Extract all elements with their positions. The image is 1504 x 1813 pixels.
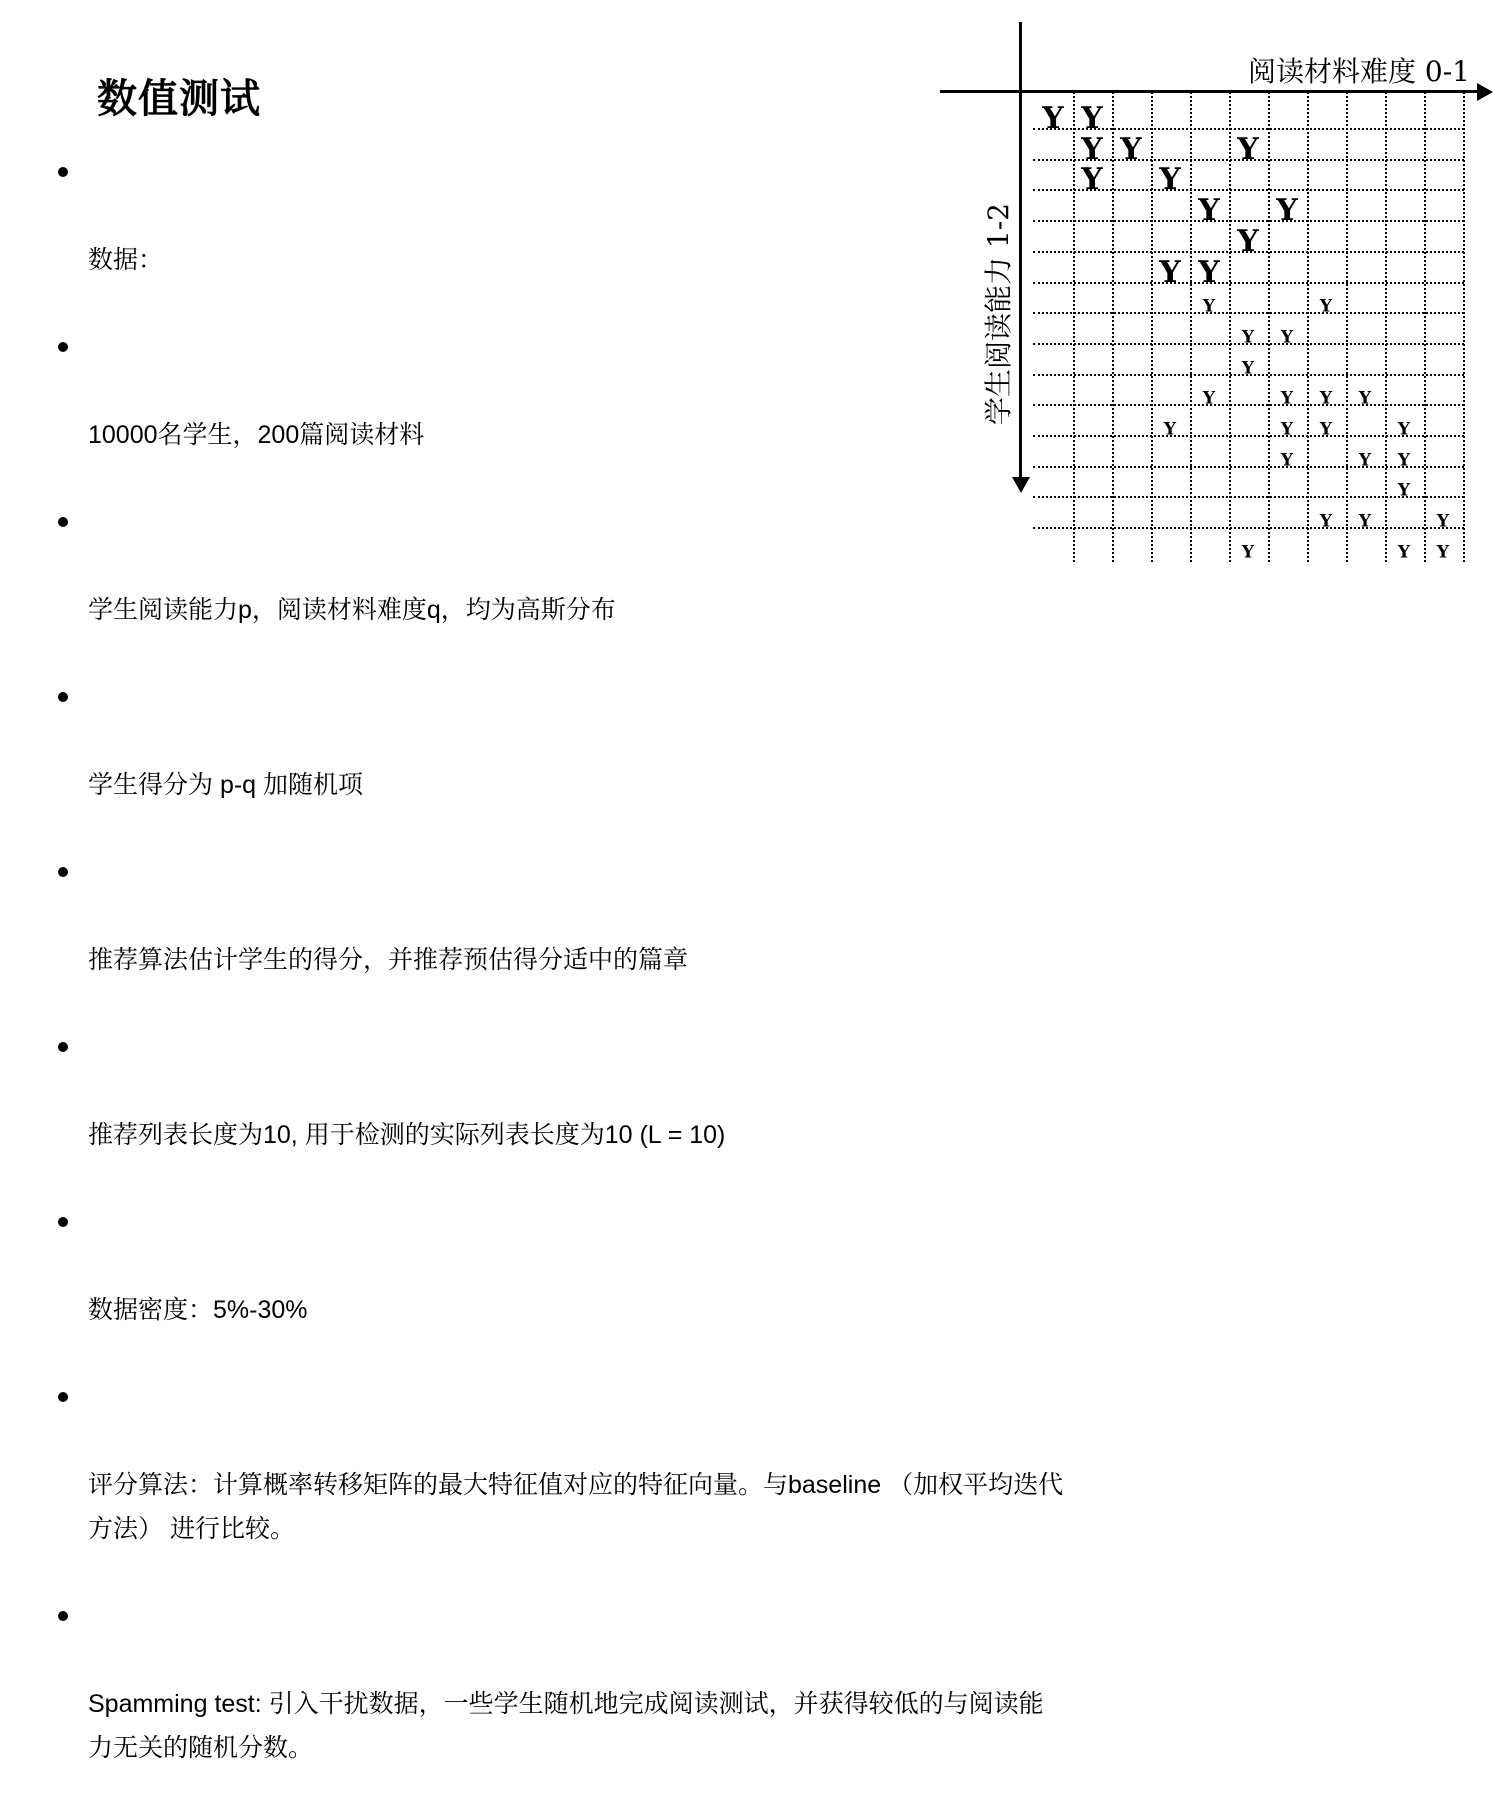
data-point-mark: Y xyxy=(1159,254,1181,290)
grid-line-horizontal xyxy=(1033,282,1464,284)
bullet-text: 数据密度：5%-30% xyxy=(88,1296,308,1324)
grid-line-vertical xyxy=(1385,92,1387,562)
bullet-dot xyxy=(58,517,68,527)
grid-line-vertical xyxy=(1268,92,1270,562)
grid-line-horizontal xyxy=(1033,404,1464,406)
grid-line-vertical xyxy=(1229,92,1231,562)
data-point-mark: Y xyxy=(1198,254,1220,290)
page-title: 数值测试 xyxy=(97,76,261,121)
grid-line-horizontal xyxy=(1033,312,1464,314)
y-axis-line xyxy=(1019,22,1022,478)
data-point-mark: Y xyxy=(1280,419,1294,440)
x-axis-arrow-icon xyxy=(1477,83,1493,101)
bullet-dot xyxy=(58,1042,68,1052)
bullet-item-score xyxy=(56,675,1386,807)
data-point-mark: Y xyxy=(1436,542,1450,563)
data-point-mark: Y xyxy=(1358,511,1372,532)
data-point-mark: Y xyxy=(1397,542,1411,563)
grid-line-vertical xyxy=(1463,92,1465,562)
bullet-dot xyxy=(58,1611,68,1621)
data-point-mark: Y xyxy=(1280,327,1294,348)
bullet-dot xyxy=(58,1217,68,1227)
data-point-mark: Y xyxy=(1198,193,1220,229)
grid-line-vertical xyxy=(1151,92,1153,562)
bullet-text: 评分算法：计算概率转移矩阵的最大特征值对应的特征向量。与baseline （加权平均迭代 方法） 进行比较。 xyxy=(88,1471,1064,1543)
data-point-mark: Y xyxy=(1081,131,1103,167)
x-axis-label: 阅读材料难度 0-1 xyxy=(1248,55,1470,88)
grid-line-vertical xyxy=(1073,92,1075,562)
data-point-mark: Y xyxy=(1276,193,1298,229)
bullet-text: 学生阅读能力p，阅读材料难度q，均为高斯分布 xyxy=(88,596,616,624)
data-point-mark: Y xyxy=(1436,511,1450,532)
data-point-mark: Y xyxy=(1397,419,1411,440)
data-point-mark: Y xyxy=(1241,542,1255,563)
data-point-mark: Y xyxy=(1202,296,1216,317)
bullet-item-list-length xyxy=(56,1025,1386,1157)
data-point-mark: Y xyxy=(1237,131,1259,167)
bullet-text: 10000名学生，200篇阅读材料 xyxy=(88,421,425,449)
data-point-mark: Y xyxy=(1280,450,1294,471)
bullet-text: Spamming test: 引入干扰数据，一些学生随机地完成阅读测试，并获得较低的与阅读能 力无关的随机分数。 xyxy=(88,1690,1044,1762)
data-point-mark: Y xyxy=(1241,357,1255,378)
data-point-mark: Y xyxy=(1042,101,1064,136)
data-point-mark: Y xyxy=(1319,388,1333,409)
grid-line-horizontal xyxy=(1033,527,1464,529)
bullet-item-scoring-algo xyxy=(56,1375,1386,1551)
data-point-mark: Y xyxy=(1397,450,1411,471)
bullet-item-spamming-test xyxy=(56,1594,1386,1770)
data-point-mark: Y xyxy=(1163,419,1177,440)
data-point-mark: Y xyxy=(1202,388,1216,409)
bullet-item-recommend-algo xyxy=(56,850,1386,982)
bullet-dot xyxy=(58,1392,68,1402)
bullet-dot xyxy=(58,167,68,177)
y-axis-arrow-icon xyxy=(1012,477,1030,493)
grid-line-vertical xyxy=(1424,92,1426,562)
y-axis-label: 学生阅读能力 1-2 xyxy=(982,203,1015,425)
bullet-item-density xyxy=(56,1200,1386,1332)
data-point-mark: Y xyxy=(1159,162,1181,198)
data-point-mark: Y xyxy=(1081,101,1103,136)
data-point-mark: Y xyxy=(1319,511,1333,532)
grid-line-vertical xyxy=(1190,92,1192,562)
bullet-dot xyxy=(58,342,68,352)
bullet-dot xyxy=(58,867,68,877)
data-point-mark: Y xyxy=(1319,296,1333,317)
data-point-mark: Y xyxy=(1120,131,1142,167)
bullet-text: 推荐算法估计学生的得分，并推荐预估得分适中的篇章 xyxy=(88,946,689,974)
bullet-text: 学生得分为 p-q 加随机项 xyxy=(88,771,364,799)
data-point-mark: Y xyxy=(1237,223,1259,259)
data-point-mark: Y xyxy=(1081,162,1103,198)
bullet-dot xyxy=(58,692,68,702)
data-point-mark: Y xyxy=(1280,388,1294,409)
data-point-mark: Y xyxy=(1358,388,1372,409)
grid-line-vertical xyxy=(1346,92,1348,562)
data-point-mark: Y xyxy=(1319,419,1333,440)
grid-line-vertical xyxy=(1112,92,1114,562)
bullet-text: 推荐列表长度为10, 用于检测的实际列表长度为10 (L = 10) xyxy=(88,1121,726,1149)
data-point-mark: Y xyxy=(1358,450,1372,471)
grid-line-horizontal xyxy=(1033,220,1464,222)
diagram-grid xyxy=(1033,92,1464,562)
bullet-text: 数据： xyxy=(88,246,164,274)
data-point-mark: Y xyxy=(1241,327,1255,348)
data-point-mark: Y xyxy=(1397,480,1411,501)
grid-line-vertical xyxy=(1307,92,1309,562)
